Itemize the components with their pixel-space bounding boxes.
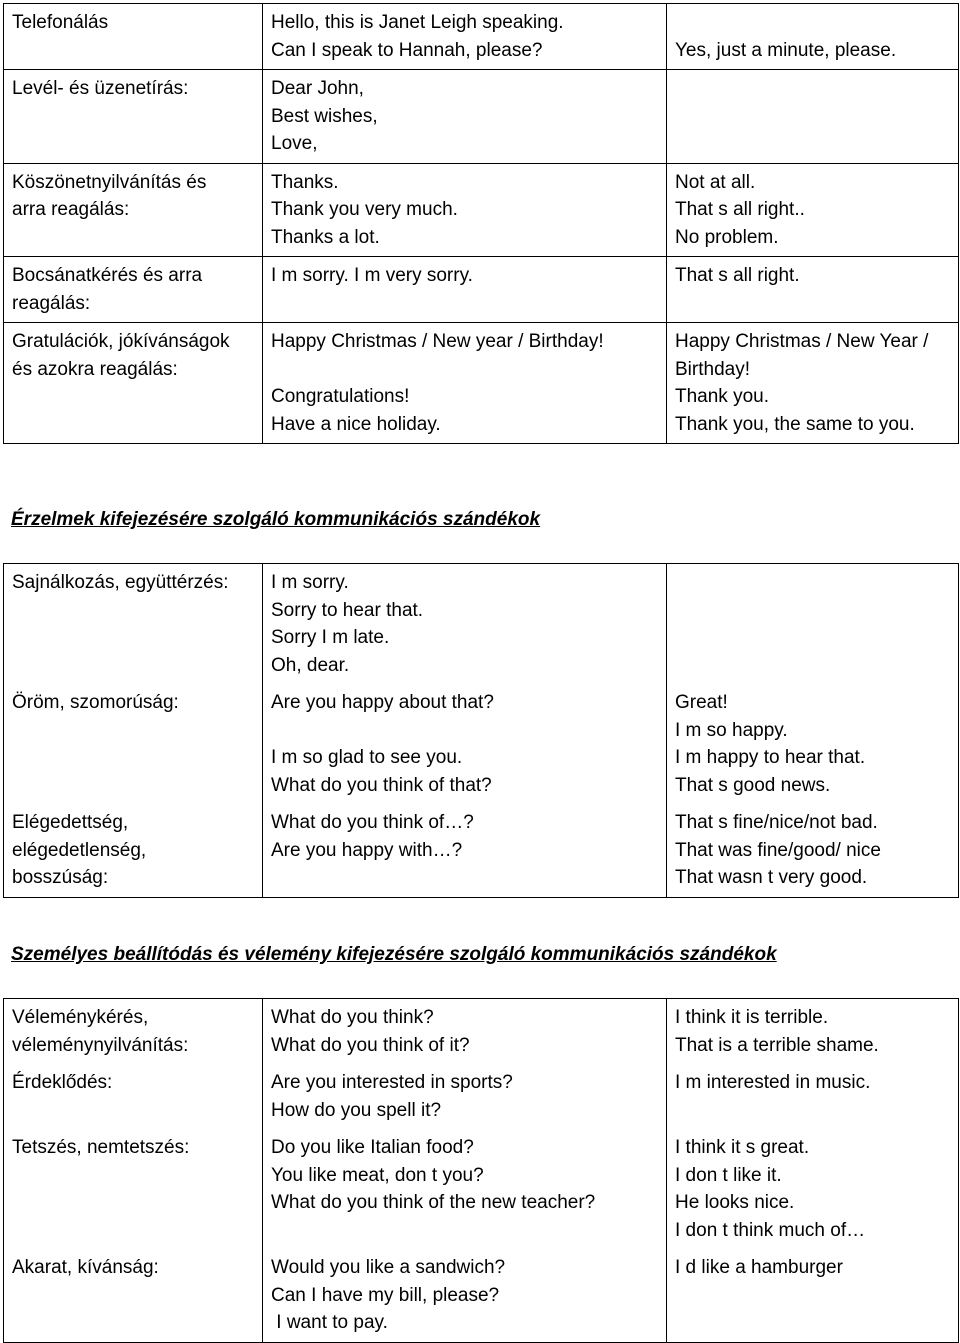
response-text: I d like a hamburger: [675, 1257, 843, 1278]
response-text: I don t think much of…: [675, 1219, 866, 1241]
response-text: I think it s great.: [675, 1137, 810, 1158]
expression-cell: [263, 1249, 667, 1342]
response-text: That wasn t very good.: [675, 867, 868, 888]
response-text: Happy Christmas / New Year /: [675, 331, 929, 352]
expression-cell: [263, 323, 667, 444]
table-body: [4, 4, 959, 444]
response-text: I m so happy.: [675, 719, 788, 741]
category-text: véleménynyilvánítás:: [12, 1034, 189, 1056]
category-text: Tetszés, nemtetszés:: [12, 1137, 190, 1158]
response-cell: [667, 804, 959, 897]
opinions-table: [3, 998, 959, 1343]
response-cell: [667, 1249, 959, 1342]
category-cell: [4, 1249, 263, 1342]
blank-line: [271, 717, 658, 745]
expression-text: How do you spell it?: [271, 1099, 442, 1121]
section-heading-emotions: Érzelmek kifejezésére szolgáló kommunikációs szándékok: [11, 509, 541, 530]
category-text: reagálás:: [12, 292, 91, 314]
table-row: [4, 804, 959, 897]
expression-text: Love,: [271, 133, 318, 154]
expression-cell: [263, 1129, 667, 1249]
expression-cell: [263, 684, 667, 804]
response-text: I think it is terrible.: [675, 1007, 829, 1028]
category-cell: [4, 804, 263, 897]
table-body: [4, 564, 959, 898]
category-text: Bocsánatkérés és arra: [12, 265, 203, 286]
response-text: No problem.: [675, 226, 779, 248]
expression-text: Sorry to hear that.: [271, 599, 424, 621]
category-text: és azokra reagálás:: [12, 358, 178, 380]
table-row: [4, 564, 959, 685]
expression-text: Do you like Italian food?: [271, 1137, 474, 1158]
blank-line: [271, 356, 658, 384]
section-heading-opinions: Személyes beállítódás és vélemény kifejezésére szolgáló kommunikációs szándékok: [11, 944, 777, 965]
response-cell: [667, 163, 959, 257]
expression-text: Are you interested in sports?: [271, 1072, 513, 1093]
expression-text: Can I speak to Hannah, please?: [271, 39, 543, 61]
expression-text: Thanks a lot.: [271, 226, 380, 248]
response-cell: [667, 70, 959, 164]
expression-text: Have a nice holiday.: [271, 413, 441, 435]
response-cell: [667, 1129, 959, 1249]
table-row: [4, 999, 959, 1065]
expression-text: Thank you very much.: [271, 199, 458, 220]
expression-cell: [263, 804, 667, 897]
category-cell: [4, 70, 263, 164]
response-cell: [667, 999, 959, 1065]
category-cell: [4, 1129, 263, 1249]
expression-text: Would you like a sandwich?: [271, 1257, 506, 1278]
expression-cell: [263, 70, 667, 164]
table-body: [4, 999, 959, 1343]
category-text: Sajnálkozás, együttérzés:: [12, 572, 229, 593]
category-cell: [4, 257, 263, 323]
expression-text: Congratulations!: [271, 386, 410, 407]
response-text: Thank you, the same to you.: [675, 413, 915, 435]
category-text: Elégedettség,: [12, 812, 129, 833]
table-row: [4, 323, 959, 444]
emotions-table: [3, 563, 959, 898]
expression-cell: [263, 999, 667, 1065]
response-text: He looks nice.: [675, 1192, 795, 1213]
response-text: That is a terrible shame.: [675, 1034, 879, 1056]
table-row: [4, 1129, 959, 1249]
blank-line: [675, 9, 950, 37]
response-text: Great!: [675, 692, 728, 713]
expression-text: What do you think of…?: [271, 812, 474, 833]
expression-cell: [263, 257, 667, 323]
expression-text: You like meat, don t you?: [271, 1164, 484, 1186]
expression-text: What do you think of that?: [271, 774, 492, 796]
expression-cell: [263, 1064, 667, 1129]
category-cell: [4, 163, 263, 257]
category-text: Levél- és üzenetírás:: [12, 78, 189, 99]
response-text: Yes, just a minute, please.: [675, 39, 897, 61]
expression-cell: [263, 564, 667, 685]
expression-text: I want to pay.: [271, 1312, 388, 1333]
expression-cell: [263, 163, 667, 257]
response-cell: [667, 684, 959, 804]
category-text: Köszönetnyilvánítás és: [12, 171, 207, 193]
expression-text: Thanks.: [271, 171, 339, 193]
expression-text: Can I have my bill, please?: [271, 1284, 500, 1306]
expression-text: Dear John,: [271, 78, 364, 99]
expression-text: Best wishes,: [271, 105, 378, 127]
expression-text: What do you think of it?: [271, 1034, 470, 1056]
category-text: Telefonálás: [12, 12, 109, 33]
category-text: bosszúság:: [12, 867, 109, 888]
category-text: arra reagálás:: [12, 199, 130, 220]
category-cell: [4, 4, 263, 70]
response-cell: [667, 323, 959, 444]
category-text: Öröm, szomorúság:: [12, 692, 179, 713]
expression-text: What do you think?: [271, 1007, 434, 1028]
expression-text: Hello, this is Janet Leigh speaking.: [271, 12, 564, 33]
category-cell: [4, 564, 263, 685]
expression-text: Happy Christmas / New year / Birthday!: [271, 331, 604, 352]
category-text: Gratulációk, jókívánságok: [12, 331, 230, 352]
expression-text: I m sorry. I m very sorry.: [271, 265, 473, 286]
category-text: Akarat, kívánság:: [12, 1257, 159, 1278]
table-row: [4, 70, 959, 164]
expression-text: Oh, dear.: [271, 654, 350, 676]
category-text: elégedetlenség,: [12, 839, 147, 861]
response-text: I don t like it.: [675, 1164, 782, 1186]
category-cell: [4, 1064, 263, 1129]
expression-text: Are you happy about that?: [271, 692, 494, 713]
table-row: [4, 257, 959, 323]
response-text: That was fine/good/ nice: [675, 839, 881, 861]
response-cell: [667, 4, 959, 70]
table-row: [4, 1249, 959, 1342]
response-cell: [667, 564, 959, 685]
expression-cell: [263, 4, 667, 70]
category-cell: [4, 323, 263, 444]
category-cell: [4, 684, 263, 804]
response-text: Not at all.: [675, 171, 756, 193]
table-row: [4, 4, 959, 70]
response-cell: [667, 1064, 959, 1129]
expression-text: What do you think of the new teacher?: [271, 1192, 596, 1213]
category-text: Véleménykérés,: [12, 1007, 149, 1028]
telephone-letters-table: [3, 3, 959, 444]
expression-text: Are you happy with…?: [271, 839, 463, 861]
table-row: [4, 684, 959, 804]
expression-text: Sorry I m late.: [271, 627, 390, 648]
expression-text: I m so glad to see you.: [271, 747, 463, 768]
table-row: [4, 1064, 959, 1129]
response-text: I m interested in music.: [675, 1072, 871, 1093]
expression-text: I m sorry.: [271, 572, 349, 593]
response-text: Birthday!: [675, 358, 750, 380]
category-text: Érdeklődés:: [12, 1072, 113, 1093]
category-cell: [4, 999, 263, 1065]
table-row: [4, 163, 959, 257]
response-text: That s all right..: [675, 199, 805, 220]
response-text: That s good news.: [675, 774, 831, 796]
response-text: That s fine/nice/not bad.: [675, 812, 878, 833]
response-text: I m happy to hear that.: [675, 747, 866, 768]
response-cell: [667, 257, 959, 323]
response-text: That s all right.: [675, 265, 800, 286]
response-text: Thank you.: [675, 386, 769, 407]
